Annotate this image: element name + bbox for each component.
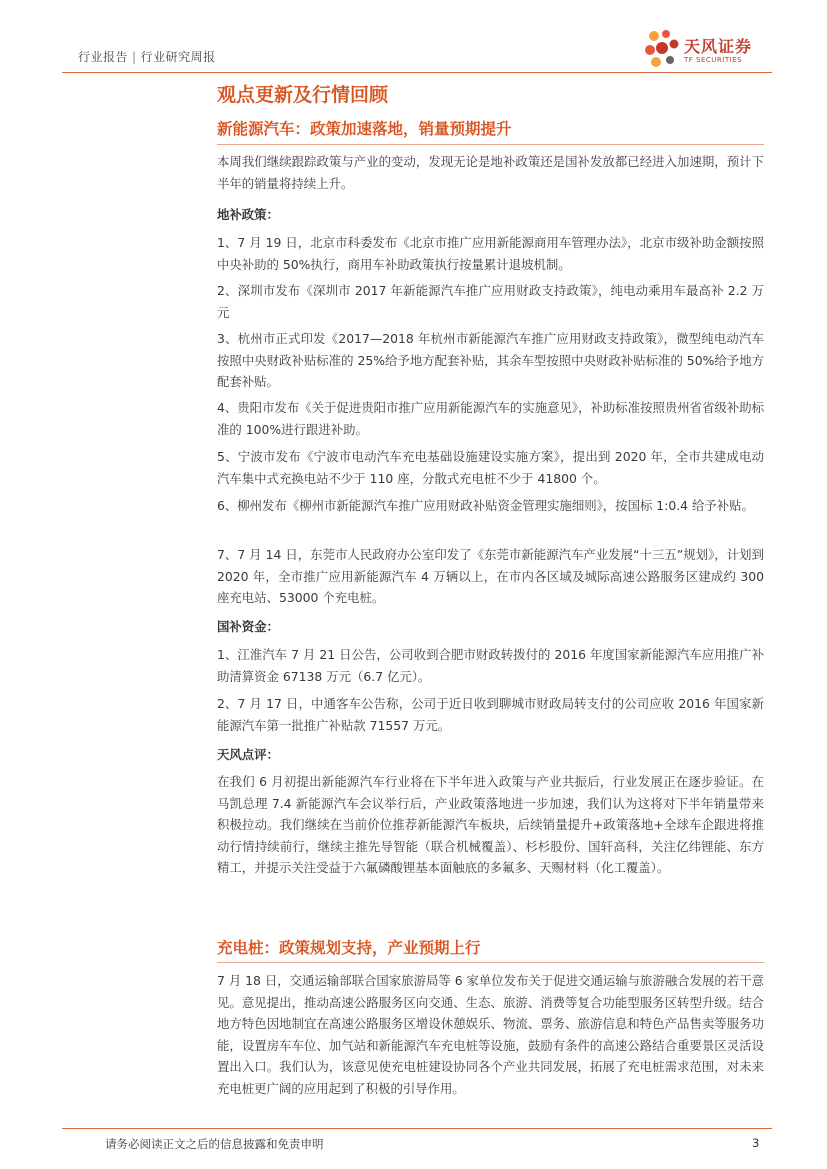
national-subsidy-item: 1、江淮汽车 7 月 21 日公告，公司收到合肥市财政转拨付的 2016 年度国家新能源汽车应用推广补助清算资金 67138 万元（6.7 亿元）。	[217, 647, 764, 684]
local-policy-item: 6、柳州发布《柳州市新能源汽车推广应用财政补贴资金管理实施细则》，按国标 1:0.4 给予补贴。	[217, 498, 754, 513]
subsection-heading-nev: 新能源汽车：政策加速落地，销量预期提升	[217, 120, 512, 138]
local-policy-item: 7、7 月 14 日，东莞市人民政府办公室印发了《东莞市新能源汽车产业发展“十三五”规划》，计划到 2020 年，全市推广应用新能源汽车 4 万辆以上，在市内各区域及城际高速公路服务区建成约 300 座充电站、53000 个充电桩。	[217, 547, 764, 605]
subsection-divider	[217, 962, 764, 963]
page-number: 3	[752, 1136, 760, 1150]
footer-disclaimer: 请务必阅读正文之后的信息披露和免责申明	[105, 1137, 324, 1151]
charging-paragraph: 7 月 18 日，交通运输部联合国家旅游局等 6 家单位发布关于促进交通运输与旅游融合发展的若干意见。意见提出，推动高速公路服务区向交通、生态、旅游、消费等复合功能型服务区转型升级。结合地方特色因地制宜在高速公路服务区增设休憩娱乐、物流、票务、旅游信息和特色产品售卖等服务功能，设置房车车位、加气站和新能源汽车充电桩等设施，鼓励有条件的高速公路结合重要景区灵活设置出入口。我们认为，该意见使充电桩建设协同各个产业共同发展，拓展了充电桩需求范围，对未来充电桩更广阔的应用起到了积极的引导作用。	[217, 973, 764, 1096]
local-subsidy-label: 地补政策：	[217, 207, 279, 222]
logo-subtitle: TF SECURITIES	[684, 56, 743, 64]
header-divider	[62, 72, 772, 73]
local-policy-item: 5、宁波市发布《宁波市电动汽车充电基础设施建设实施方案》，提出到 2020 年，全市共建成电动汽车集中式充换电站不少于 110 座，分散式充电桩不少于 41800 个。	[217, 449, 764, 486]
report-breadcrumb	[78, 48, 216, 65]
page-title: 观点更新及行情回顾	[217, 84, 389, 106]
local-policy-item: 1、7 月 19 日，北京市科委发布《北京市推广应用新能源商用车管理办法》，北京市级补助金额按照中央补助的 50%执行，商用车补助政策执行按量累计退坡机制。	[217, 235, 764, 272]
local-policy-item: 4、贵阳市发布《关于促进贵阳市推广应用新能源汽车的实施意见》，补助标准按照贵州省省级补助标准的 100%进行跟进补助。	[217, 400, 764, 437]
logo-mark-icon	[644, 28, 682, 72]
local-policy-item: 2、深圳市发布《深圳市 2017 年新能源汽车推广应用财政支持政策》，纯电动乘用车最高补 2.2 万元	[217, 283, 764, 320]
report-series: 行业研究周报	[140, 50, 216, 64]
logo-name: 天风证券	[684, 37, 753, 56]
national-subsidy-label: 国补资金：	[217, 619, 279, 634]
intro-paragraph: 本周我们继续跟踪政策与产业的变动，发现无论是地补政策还是国补发放都已经进入加速期，预计下半年的销量将持续上升。	[217, 154, 764, 191]
footer-divider	[62, 1128, 772, 1129]
report-type: 行业报告	[78, 50, 129, 64]
subsection-divider	[217, 144, 764, 145]
comment-label: 天风点评：	[217, 747, 279, 762]
subsection-heading-charging: 充电桩：政策规划支持，产业预期上行	[217, 939, 481, 957]
local-policy-item: 3、杭州市正式印发《2017—2018 年杭州市新能源汽车推广应用财政支持政策》，微型纯电动汽车按照中央财政补贴标准的 25%给予地方配套补贴，其余车型按照中央财政补贴标准的 50%给予地方配套补贴。	[217, 331, 764, 389]
national-subsidy-item: 2、7 月 17 日，中通客车公告称，公司于近日收到聊城市财政局转支付的公司应收 2016 年国家新能源汽车第一批推广补贴款 71557 万元。	[217, 696, 764, 733]
breadcrumb-separator: |	[132, 50, 137, 64]
tf-securities-logo	[644, 28, 784, 74]
comment-paragraph: 在我们 6 月初提出新能源汽车行业将在下半年进入政策与产业共振后，行业发展正在逐步验证。在马凯总理 7.4 新能源汽车会议举行后，产业政策落地进一步加速，我们认为这将对下半年销量带来积极拉动。我们继续在当前价位推荐新能源汽车板块，后续销量提升+政策落地+全球车企跟进将推动行情持续前行，继续主推先导智能（联合机械覆盖）、杉杉股份、国轩高科，关注亿纬锂能、东方精工，并提示关注受益于六氟磷酸锂基本面触底的多氟多、天赐材料（化工覆盖）。	[217, 774, 764, 875]
